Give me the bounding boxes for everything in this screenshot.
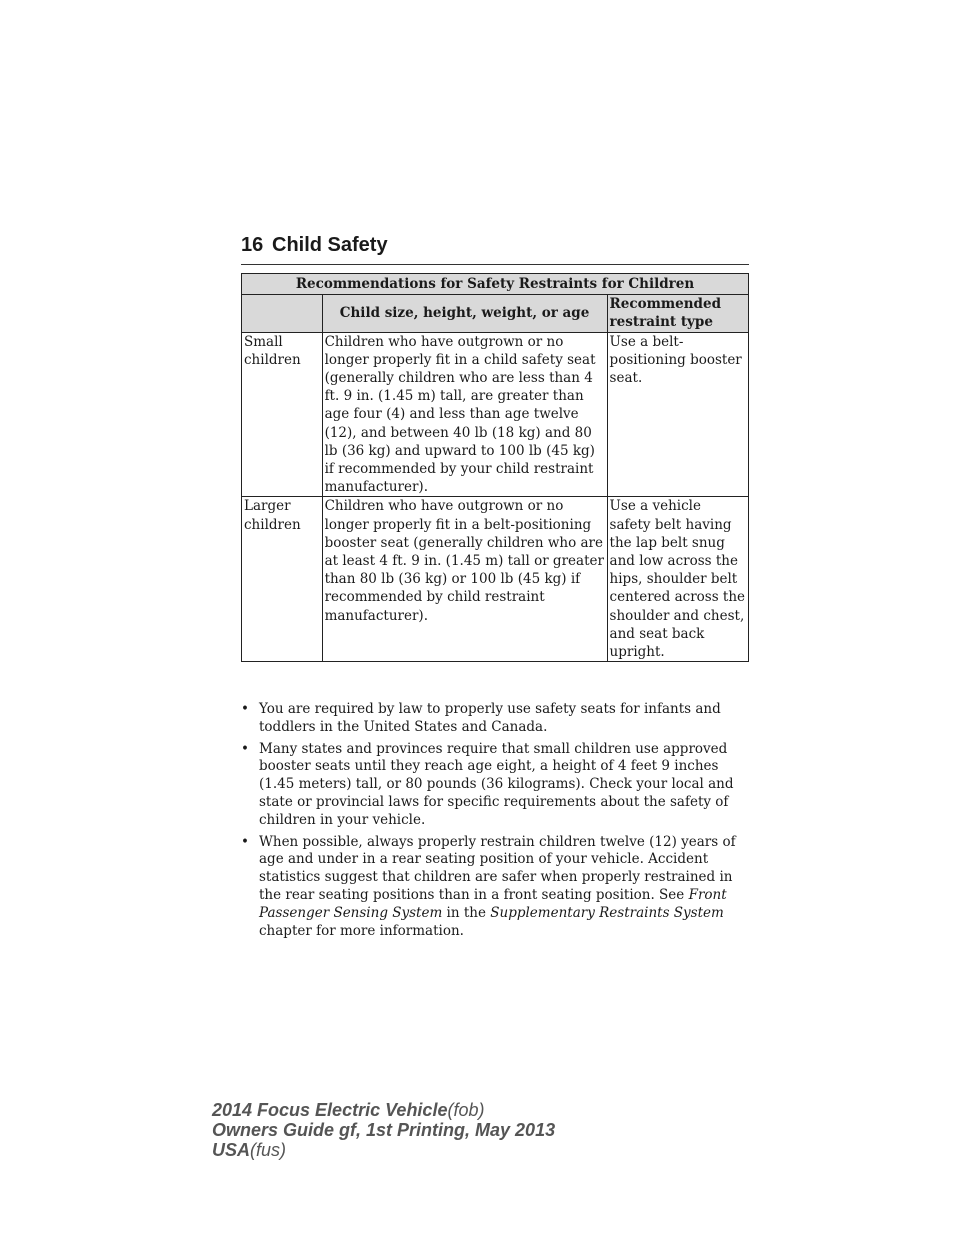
row-size: Children who have outgrown or no longer properly fit in a belt-positioning booster seat (generally children who are at least 4 ft. 9 in. (1.45 m) tall or greater than 80 lb (36 kg) or 100 lb (45 kg) if recommended by child restraint manufacturer). [322,497,607,662]
document-footer [212,1100,555,1160]
bullet-text: You are required by law to properly use safety seats for infants and toddlers in the United States and Canada. [259,701,721,735]
footer-printing: Owners Guide gf, 1st Printing, May 2013 [212,1120,556,1140]
cross-reference-front-passenger-sensing: Front Passenger Sensing System [259,886,727,921]
bullet-text: Many states and provinces require that small children use approved booster seats until they reach age eight, a height of 4 feet 9 inches (1.45 meters) tall, or 80 pounds (36 kilograms). Check your local and state or provincial laws for specific requirements about the safety of children in your vehicle. [259,740,734,828]
footer-market-code: (fus) [250,1140,287,1160]
bullet-marker: • [241,833,249,850]
page-number: 16 [241,234,264,256]
table-header-row [242,295,749,332]
footer-market: USA [212,1140,251,1160]
bullet-marker: • [241,701,249,717]
footer-vehicle: 2014 Focus Electric Vehicle [212,1100,448,1120]
footer-vehicle-code: (fob) [447,1100,485,1120]
restraint-recommendations-table [241,273,749,662]
column-header-size: Child size, height, weight, or age [322,295,607,332]
bullet-text: in the [442,904,491,921]
row-size: Children who have outgrown or no longer properly fit in a child safety seat (generally children who are less than 4 ft. 9 in. (1.45 m) tall, are greater than age four (4) and less than age twelve (12), and between 40 lb (18 kg) and 80 lb (36 kg) and upward to 100 lb (45 kg) if recommended by your child restraint manufacturer). [322,332,607,497]
row-restraint: Use a belt-positioning booster seat. [607,332,748,497]
table-row [242,497,749,662]
chapter-title: Child Safety [272,234,388,256]
page-header [241,230,749,265]
table-title-row [242,274,749,295]
list-item [241,701,751,737]
cross-reference-supplementary-restraints: Supplementary Restraints System [490,904,724,921]
row-category: Small children [242,332,323,497]
list-item [241,741,751,830]
row-category: Larger children [242,497,323,662]
row-restraint: Use a vehicle safety belt having the lap belt snug and low across the hips, shoulder belt centered across the shoulder and chest, and seat back upright. [607,497,748,662]
column-header-category [242,295,323,332]
bullet-marker: • [241,740,249,757]
column-header-restraint: Recommended restraint type [607,295,748,332]
bullet-list [241,701,751,944]
table-row [242,332,749,497]
bullet-text: When possible, always properly restrain children twelve (12) years of age and under in a rear seating position of your vehicle. Accident statistics suggest that children are safer when properly restrained in the rear seating positions than in a front seating position. See [259,833,736,903]
table-title: Recommendations for Safety Restraints for Children [242,274,749,295]
bullet-text: chapter for more information. [259,922,464,939]
list-item [241,834,751,941]
